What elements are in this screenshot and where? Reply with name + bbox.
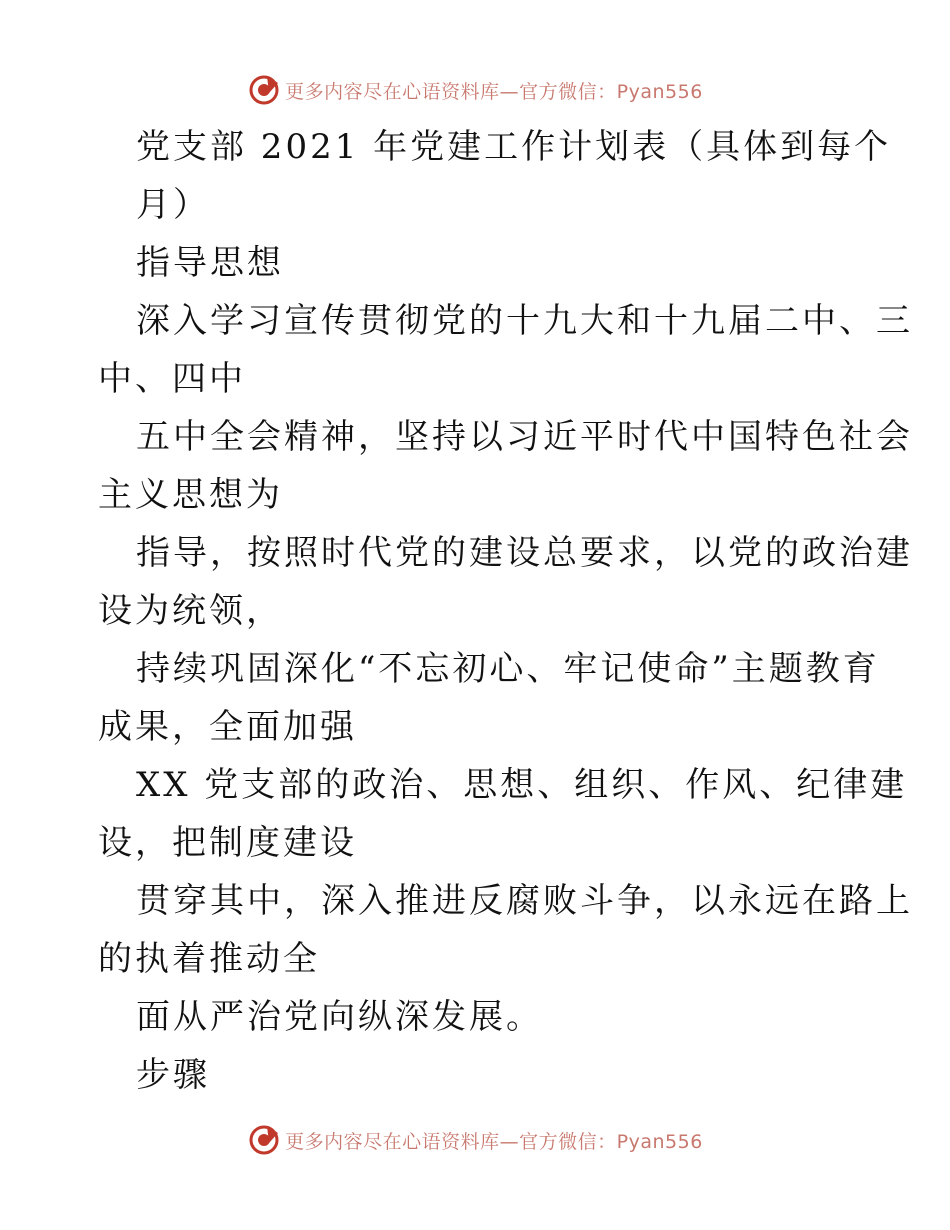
text-line: 月） — [136, 185, 210, 225]
watermark-footer — [0, 1120, 950, 1160]
pen-logo-icon — [247, 1123, 281, 1157]
watermark-header — [0, 70, 950, 110]
text-line: 持续巩固深化“不忘初心、牢记使命”主题教育 — [136, 649, 880, 689]
text-line: 成果，全面加强 — [98, 707, 357, 747]
text-line: 指导思想 — [136, 243, 284, 283]
document-body — [98, 118, 913, 1104]
text-line: 五中全会精神，坚持以习近平时代中国特色社会 — [136, 417, 913, 457]
text-line: 中、四中 — [98, 359, 246, 399]
text-line: 面从严治党向纵深发展。 — [136, 997, 543, 1037]
text-line: 深入学习宣传贯彻党的十九大和十九届二中、三 — [136, 301, 913, 341]
text-line: 主义思想为 — [98, 475, 283, 515]
text-line: 设为统领， — [98, 591, 283, 631]
watermark-text: 更多内容尽在心语资料库—官方微信：Pyan556 — [285, 1130, 703, 1153]
text-line: 党支部 2021 年党建工作计划表（具体到每个 — [136, 127, 892, 167]
text-line: XX 党支部的政治、思想、组织、作风、纪律建 — [136, 765, 908, 805]
text-line: 贯穿其中，深入推进反腐败斗争，以永远在路上 — [136, 881, 913, 921]
text-line: 设，把制度建设 — [98, 823, 357, 863]
text-line: 的执着推动全 — [98, 939, 320, 979]
text-line: 指导，按照时代党的建设总要求，以党的政治建 — [136, 533, 913, 573]
watermark-text: 更多内容尽在心语资料库—官方微信：Pyan556 — [285, 80, 703, 103]
text-line: 步骤 — [136, 1055, 210, 1095]
pen-logo-icon — [247, 73, 281, 107]
